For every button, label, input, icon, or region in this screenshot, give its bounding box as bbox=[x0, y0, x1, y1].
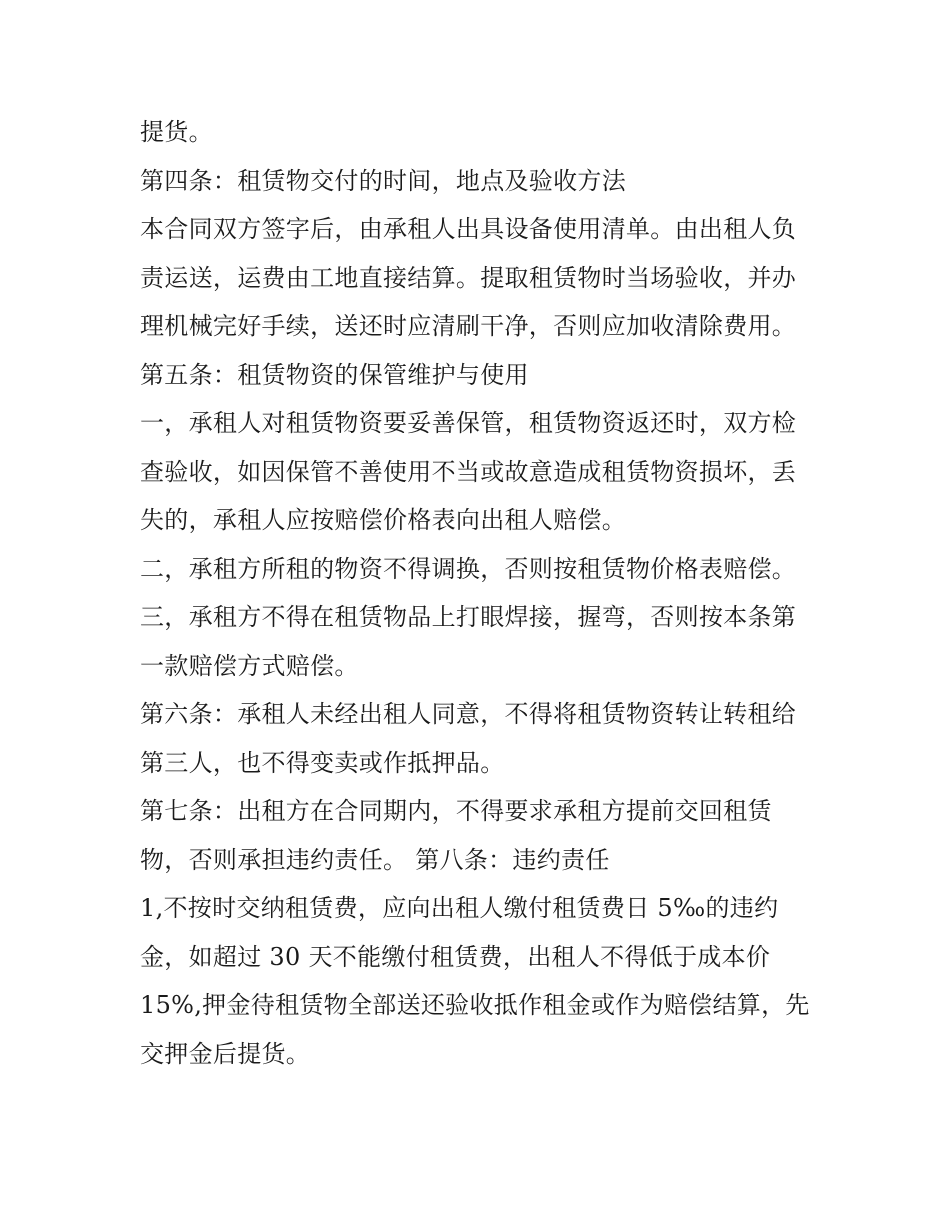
text-line-1: 提货。 bbox=[140, 118, 213, 146]
article-7-line-2: 物，否则承担违约责任。 第八条：违约责任 bbox=[140, 845, 610, 874]
article-8-line-4: 交押金后提货。 bbox=[140, 1039, 311, 1068]
article-7-line-1: 第七条：出租方在合同期内，不得要求承租方提前交回租赁 bbox=[140, 797, 772, 825]
contract-text-body bbox=[140, 108, 820, 1078]
article-8-line-1: 1,不按时交纳租赁费，应向出租人缴付租赁费日 5‰的违约 bbox=[140, 894, 779, 922]
text-line-10: 二，承租方所租的物资不得调换，否则按租赁物价格表赔偿。 bbox=[140, 554, 797, 583]
text-line-7: 一，承租人对租赁物资要妥善保管，租赁物资返还时，双方检 bbox=[140, 409, 797, 437]
text-line-4: 责运送，运费由工地直接结算。提取租赁物时当场验收，并办 bbox=[140, 263, 797, 292]
article-8-line-2: 金，如超过 30 天不能缴付租赁费，出租人不得低于成本价 bbox=[140, 942, 771, 971]
article-8-line-3: 15%,押金待租赁物全部送还验收抵作租金或作为赔偿结算，先 bbox=[140, 991, 810, 1019]
text-line-5: 理机械完好手续，送还时应清刷干净，否则应加收清除费用。 bbox=[140, 312, 797, 340]
article-4-heading: 第四条：租赁物交付的时间，地点及验收方法 bbox=[140, 166, 626, 195]
text-line-9: 失的，承租人应按赔偿价格表向出租人赔偿。 bbox=[140, 506, 626, 534]
article-6-line-1: 第六条：承租人未经出租人同意，不得将租赁物资转让转租给 bbox=[140, 700, 797, 728]
article-5-heading: 第五条：租赁物资的保管维护与使用 bbox=[140, 360, 529, 389]
article-6-line-2: 第三人，也不得变卖或作抵押品。 bbox=[140, 748, 505, 777]
text-line-8: 查验收，如因保管不善使用不当或故意造成租赁物资损坏，丢 bbox=[140, 457, 797, 486]
text-line-11: 三，承租方不得在租赁物品上打眼焊接，握弯，否则按本条第 bbox=[140, 603, 797, 631]
text-line-12: 一款赔偿方式赔偿。 bbox=[140, 651, 359, 680]
text-line-3: 本合同双方签字后，由承租人出具设备使用清单。由出租人负 bbox=[140, 215, 797, 243]
